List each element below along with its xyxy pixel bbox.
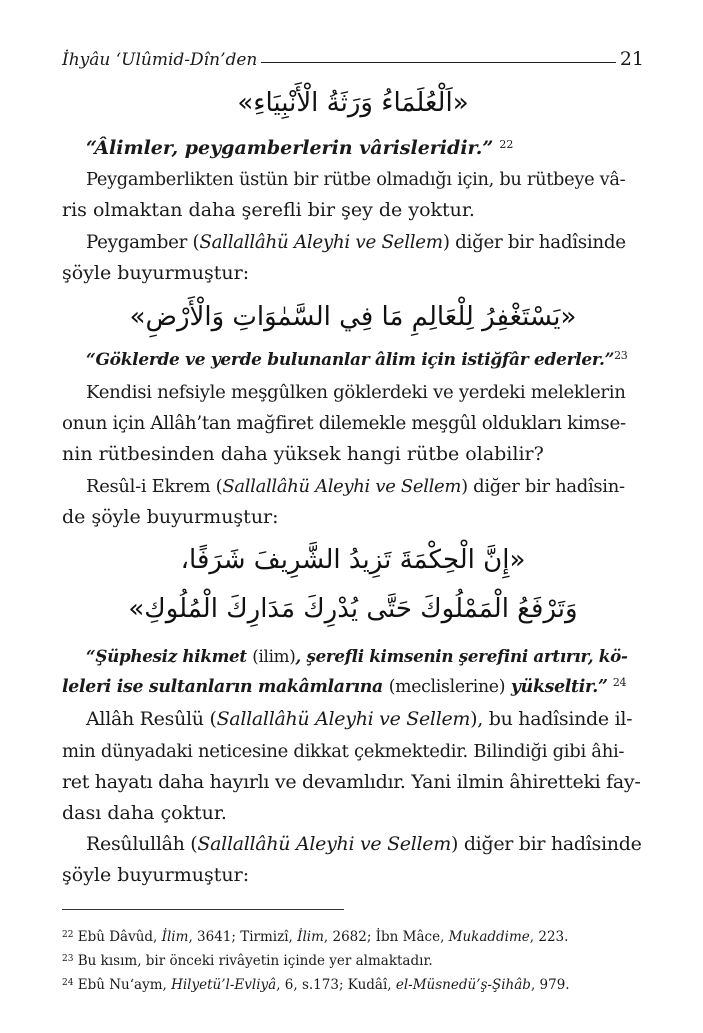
footnote-ref-24[interactable]: 24 bbox=[612, 676, 627, 689]
paragraph-1-line-1: Peygamberlikten üstün bir rütbe olmadığı için, bu rütbeye vâ- bbox=[86, 169, 626, 190]
hadith-translation-2: “Göklerde ve yerde bulunanlar âlim için istiğfâr ederler.”$^{23}$ bbox=[86, 349, 628, 370]
paragraph-1-line-2: ris olmaktan daha şerefli bir şey de yoktur. bbox=[62, 199, 475, 221]
hadith-translation-3-line-1: “Şüphesiz hikmet (ilim), şerefli kimsenin şerefini artırır, kö- bbox=[86, 646, 628, 666]
paragraph-5-line-2: min dünyadaki neticesine dikkat çekmektedir. Bilindiği gibi âhi- bbox=[62, 741, 625, 762]
paragraph-5-line-4: dası daha çoktur. bbox=[62, 802, 227, 824]
footnote-divider bbox=[62, 909, 344, 910]
header-rule bbox=[261, 62, 615, 63]
footnote-22: $^{22}$ Ebû Dâvûd, İlim, 3641; Tirmizî, İlim, 2682; İbn Mâce, Mukaddime, 223. bbox=[62, 929, 569, 945]
footnote-24: $^{24}$ Ebû Nu‘aym, Hilyetü’l-Evliyâ, 6, s.173; Kudâî, el-Müsnedü’ş-Şihâb, 979. bbox=[62, 977, 570, 993]
hadith-translation-1: “Âlimler, peygamberlerin vârisleridir.” $^{22}$ bbox=[86, 137, 514, 159]
paragraph-6-line-1: Resûlullâh (Sallallâhü Aleyhi ve Sellem) diğer bir hadîsinde bbox=[86, 833, 642, 855]
footnote-23: $^{23}$ Bu kısım, bir önceki rivâyetin içinde yer almaktadır. bbox=[62, 953, 433, 969]
paragraph-6-line-2: şöyle buyurmuştur: bbox=[62, 864, 250, 886]
paragraph-3-line-2: onun için Allâh’tan mağfiret dilemekle meşgûl oldukları kimse- bbox=[62, 413, 626, 434]
paragraph-2-line-1: Peygamber (Sallallâhü Aleyhi ve Sellem) diğer bir hadîsinde bbox=[86, 232, 626, 253]
footnote-ref-23[interactable]: 23 bbox=[614, 349, 628, 362]
arabic-hadith-2: «يَسْتَغْفِرُ لِلْعَالِمِ مَا فِي السَّمٰوَاتِ وَالْأَرْضِ» bbox=[129, 302, 577, 332]
footnote-ref-22[interactable]: 22 bbox=[499, 138, 514, 151]
header-title: İhyâu ‘Ulûmid-Dîn’den bbox=[62, 50, 258, 70]
arabic-hadith-3-line-2: وَتَرْفَعُ الْمَمْلُوكَ حَتَّى يُدْرِكَ مَدَارِكَ الْمُلُوكِ» bbox=[128, 594, 578, 624]
hadith-translation-3-line-2: leleri ise sultanların makâmlarına (meclislerine) yükseltir.” $^{24}$ bbox=[62, 676, 627, 697]
paragraph-4-line-1: Resûl-i Ekrem (Sallallâhü Aleyhi ve Sellem) diğer bir hadîsin- bbox=[86, 476, 625, 497]
page-number: 21 bbox=[619, 48, 644, 70]
arabic-hadith-3-line-1: «إِنَّ الْحِكْمَةَ تَزِيدُ الشَّرِيفَ شَرَفًا، bbox=[180, 545, 526, 575]
arabic-hadith-1: «اَلْعُلَمَاءُ وَرَثَةُ الْأَنْبِيَاءِ» bbox=[237, 88, 469, 118]
paragraph-5-line-3: ret hayatı daha hayırlı ve devamlıdır. Yani ilmin âhiretteki fay- bbox=[62, 771, 641, 793]
running-header bbox=[62, 44, 644, 70]
paragraph-3-line-1: Kendisi nefsiyle meşgûlken göklerdeki ve yerdeki meleklerin bbox=[86, 382, 626, 403]
paragraph-3-line-3: nin rütbesinden daha yüksek hangi rütbe olabilir? bbox=[62, 443, 544, 465]
paragraph-5-line-1: Allâh Resûlü (Sallallâhü Aleyhi ve Sellem), bu hadîsinde il- bbox=[86, 708, 633, 730]
paragraph-4-line-2: de şöyle buyurmuştur: bbox=[62, 506, 279, 528]
paragraph-2-line-2: şöyle buyurmuştur: bbox=[62, 262, 250, 284]
